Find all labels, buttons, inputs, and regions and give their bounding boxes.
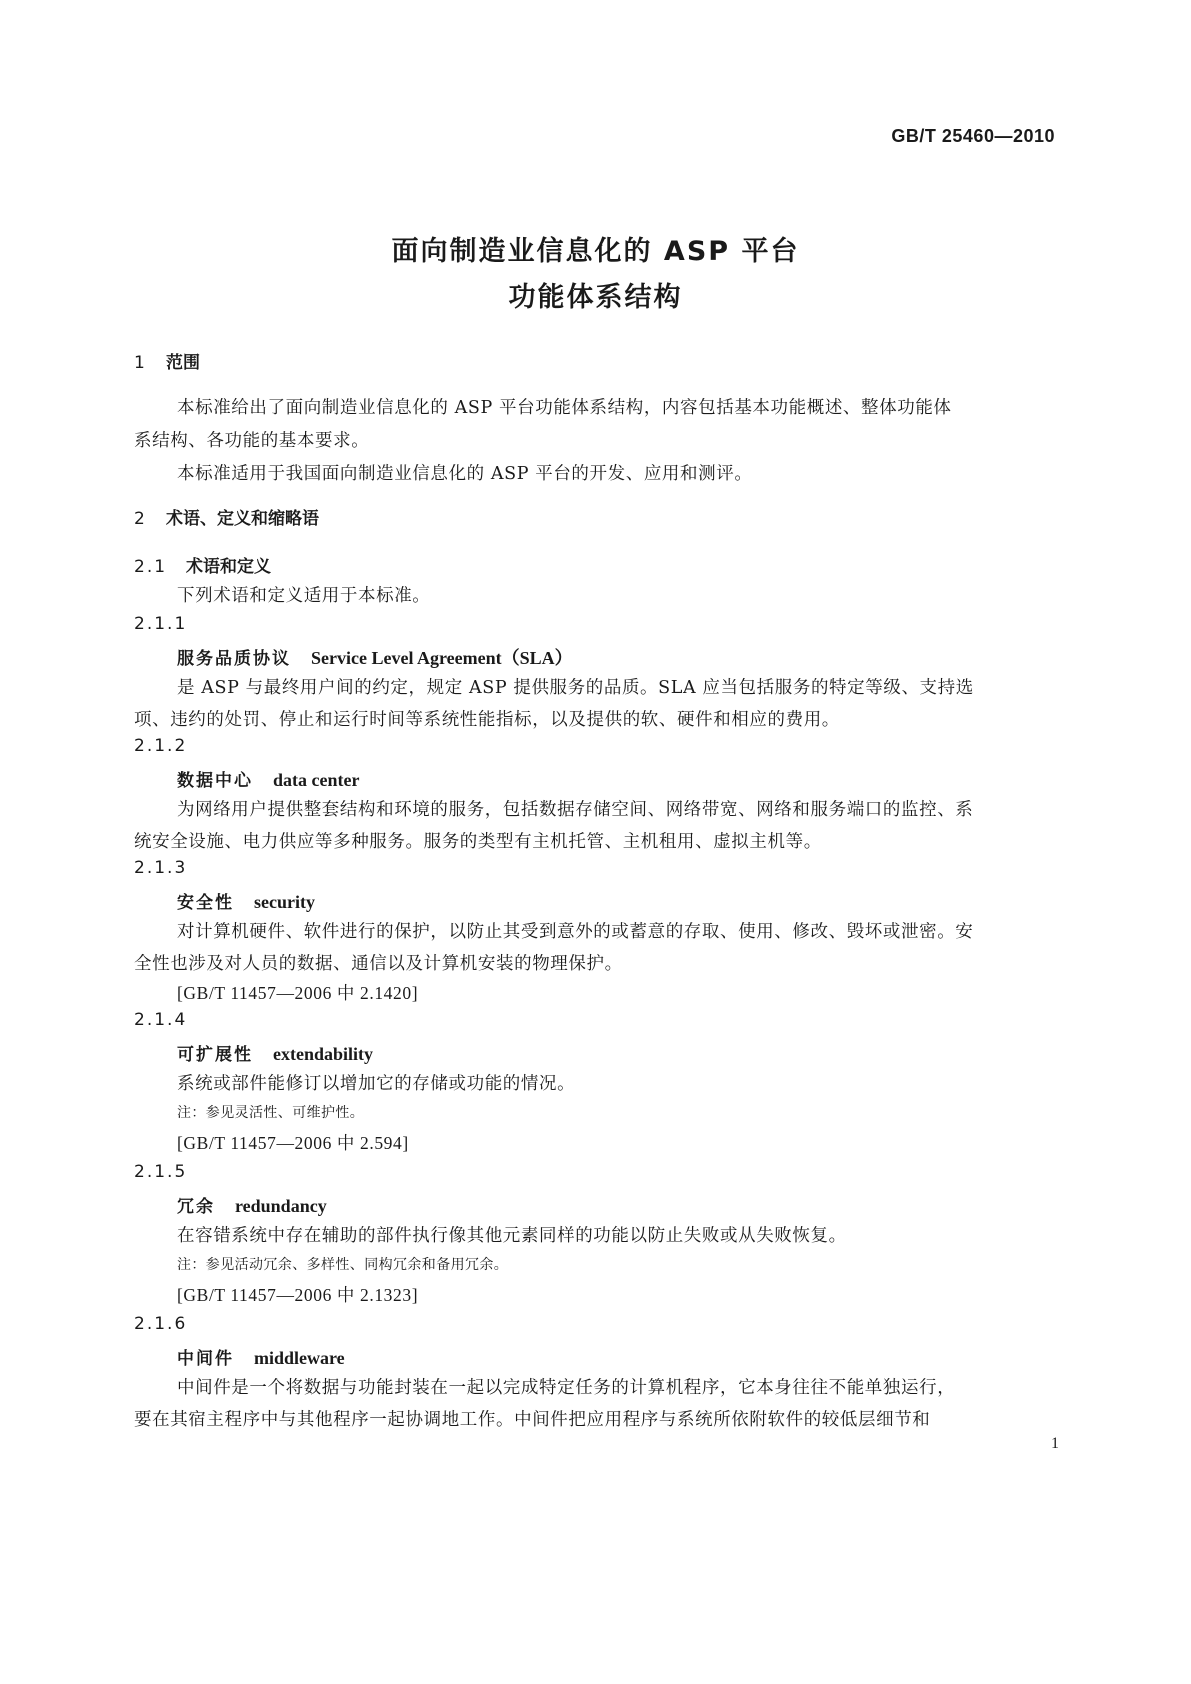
definition-line: 在容错系统中存在辅助的部件执行像其他元素同样的功能以防止失败或从失败恢复。 xyxy=(177,1226,847,1246)
term-english: middleware xyxy=(254,1348,345,1368)
paragraph-line: 本标准适用于我国面向制造业信息化的 ASP 平台的开发、应用和测评。 xyxy=(177,464,753,484)
term-chinese: 冗余 xyxy=(177,1197,215,1217)
term-chinese: 中间件 xyxy=(177,1349,234,1369)
paragraph-line: 本标准给出了面向制造业信息化的 ASP 平台功能体系结构，内容包括基本功能概述、整体功能体 xyxy=(177,398,952,418)
term-english: extendability xyxy=(273,1044,374,1064)
reference-citation: [GB/T 11457—2006 中 2.1323] xyxy=(177,1285,419,1305)
term-entry xyxy=(177,766,1099,791)
clause-number: 2.1.3 xyxy=(134,858,188,878)
term-english: redundancy xyxy=(235,1196,327,1216)
term-entry xyxy=(177,644,1099,670)
definition-line: 对计算机硬件、软件进行的保护，以防止其受到意外的或蓄意的存取、使用、修改、毁坏或泄密。安 xyxy=(177,922,974,942)
term-chinese: 数据中心 xyxy=(177,771,253,791)
standard-code: GB/T 25460—2010 xyxy=(891,126,1055,146)
definition-line: 全性也涉及对人员的数据、通信以及计算机安装的物理保护。 xyxy=(134,954,623,974)
clause-number: 2.1.5 xyxy=(134,1162,188,1182)
document-title-line1: 面向制造业信息化的 ASP 平台 xyxy=(391,236,800,267)
subsection-heading xyxy=(134,552,1056,577)
term-entry xyxy=(177,888,1099,913)
term-english: Service Level Agreement（SLA） xyxy=(311,648,573,668)
section-heading-terms xyxy=(134,504,1056,529)
definition-line: 统安全设施、电力供应等多种服务。服务的类型有主机托管、主机租用、虚拟主机等。 xyxy=(134,832,822,852)
definition-line: 中间件是一个将数据与功能封装在一起以完成特定任务的计算机程序，它本身往往不能单独运行， xyxy=(177,1378,956,1398)
term-chinese: 服务品质协议 xyxy=(177,649,291,669)
term-entry xyxy=(177,1192,1099,1217)
clause-number: 2.1.6 xyxy=(134,1314,188,1334)
definition-line: 是 ASP 与最终用户间的约定，规定 ASP 提供服务的品质。SLA 应当包括服务的特定等级、支持选 xyxy=(177,678,974,698)
term-entry xyxy=(177,1040,1099,1065)
section-number: 2 xyxy=(134,509,145,529)
paragraph-line: 系结构、各功能的基本要求。 xyxy=(134,431,370,451)
document-title-line2: 功能体系结构 xyxy=(508,282,683,313)
section-title: 术语、定义和缩略语 xyxy=(166,509,319,529)
clause-number: 2.1.4 xyxy=(134,1010,188,1030)
page-number: 1 xyxy=(1051,1435,1059,1452)
note-line: 注：参见灵活性、可维护性。 xyxy=(177,1105,365,1121)
clause-number: 2.1.1 xyxy=(134,614,188,634)
term-chinese: 可扩展性 xyxy=(177,1045,253,1065)
term-english: data center xyxy=(273,770,360,790)
definition-line: 要在其宿主程序中与其他程序一起协调地工作。中间件把应用程序与系统所依附软件的较低层细节和 xyxy=(134,1410,931,1430)
note-line: 注：参见活动冗余、多样性、同构冗余和备用冗余。 xyxy=(177,1257,509,1273)
definition-line: 为网络用户提供整套结构和环境的服务，包括数据存储空间、网络带宽、网络和服务端口的监控、系 xyxy=(177,800,974,820)
paragraph-line: 下列术语和定义适用于本标准。 xyxy=(177,586,431,606)
definition-line: 项、违约的处罚、停止和运行时间等系统性能指标，以及提供的软、硬件和相应的费用。 xyxy=(134,710,840,730)
definition-line: 系统或部件能修订以增加它的存储或功能的情况。 xyxy=(177,1074,576,1094)
clause-number: 2.1.2 xyxy=(134,736,188,756)
term-english: security xyxy=(254,892,315,912)
term-chinese: 安全性 xyxy=(177,893,234,913)
reference-citation: [GB/T 11457—2006 中 2.1420] xyxy=(177,983,419,1003)
subsection-title: 术语和定义 xyxy=(186,557,271,577)
section-number: 1 xyxy=(134,353,145,373)
reference-citation: [GB/T 11457—2006 中 2.594] xyxy=(177,1133,409,1153)
term-entry xyxy=(177,1344,1099,1369)
section-heading-scope xyxy=(134,348,1056,373)
section-title: 范围 xyxy=(166,353,200,373)
subsection-number: 2.1 xyxy=(134,557,168,577)
